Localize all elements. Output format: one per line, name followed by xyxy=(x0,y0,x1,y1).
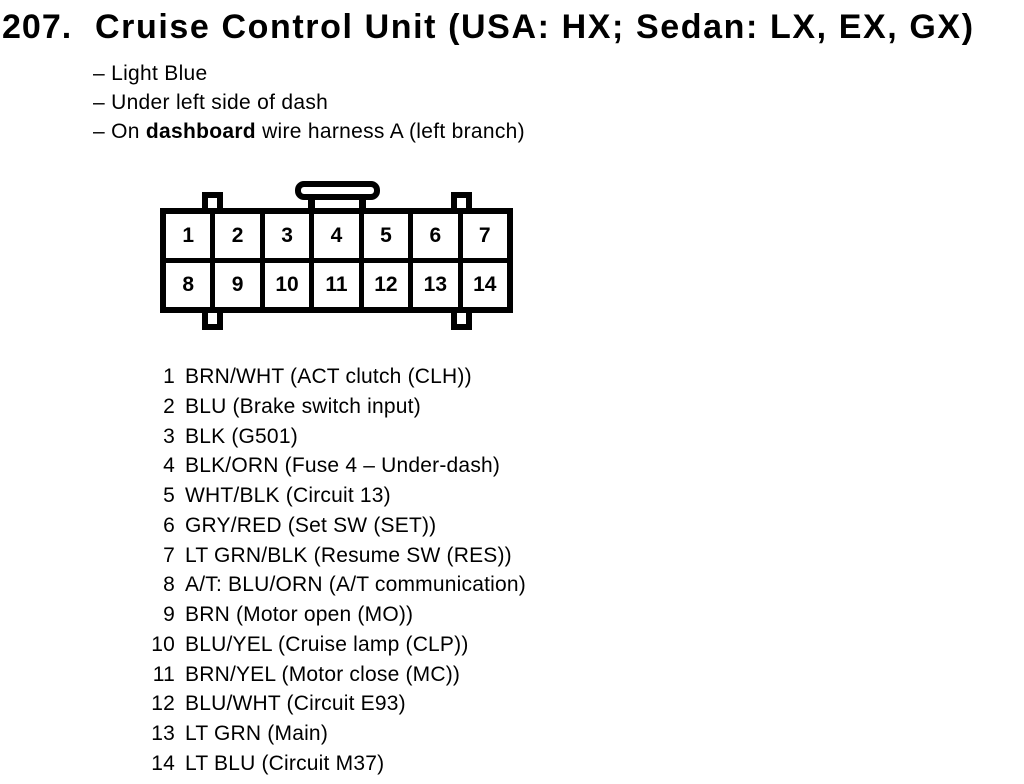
pin-description: BLU/WHT (Circuit E93) xyxy=(185,692,406,716)
pin-cell-13: 13 xyxy=(413,263,457,307)
pin-description: BRN (Motor open (MO)) xyxy=(185,603,414,626)
note-text: – On xyxy=(93,120,146,143)
pin-number: 2 xyxy=(163,394,175,418)
pin-cell-8: 8 xyxy=(166,263,210,307)
pin-cell-5: 5 xyxy=(364,214,408,258)
note-line-harness xyxy=(93,117,525,146)
pin-number: 1 xyxy=(163,365,175,388)
pin-cell-14: 14 xyxy=(463,263,507,307)
pin-row xyxy=(149,451,526,481)
pin-cell-12: 12 xyxy=(364,263,408,307)
pin-number: 6 xyxy=(163,513,175,537)
pin-number: 11 xyxy=(152,662,175,686)
pin-number: 13 xyxy=(151,722,175,745)
pin-number: 14 xyxy=(151,751,175,775)
pin-cell-2: 2 xyxy=(215,214,259,258)
connector-diagram xyxy=(160,175,513,335)
pin-description: BRN/WHT (ACT clutch (CLH)) xyxy=(185,365,472,388)
pin-row xyxy=(149,362,526,392)
pin-list xyxy=(149,362,526,779)
item-number: 207. xyxy=(2,8,73,46)
pin-row xyxy=(149,481,526,511)
pin-cell-1: 1 xyxy=(166,214,210,258)
pin-description: GRY/RED (Set SW (SET)) xyxy=(185,513,437,537)
pin-row xyxy=(149,511,526,541)
pin-row xyxy=(149,689,526,719)
pin-row xyxy=(149,660,526,690)
pin-number: 9 xyxy=(163,603,175,626)
pin-row xyxy=(149,570,526,600)
pin-description: BRN/YEL (Motor close (MC)) xyxy=(185,662,461,686)
pin-row xyxy=(149,749,526,779)
pin-row xyxy=(149,719,526,749)
pin-row xyxy=(149,392,526,422)
pin-cell-3: 3 xyxy=(265,214,309,258)
pin-description: BLK/ORN (Fuse 4 – Under-dash) xyxy=(185,454,501,478)
pin-description: LT GRN/BLK (Resume SW (RES)) xyxy=(185,543,512,567)
pin-row xyxy=(149,630,526,660)
pin-cell-10: 10 xyxy=(265,263,309,307)
pin-number: 12 xyxy=(151,692,175,716)
pin-number: 5 xyxy=(163,484,175,507)
pin-description: WHT/BLK (Circuit 13) xyxy=(185,484,391,507)
page-title: Cruise Control Unit (USA: HX; Sedan: LX, EX, GX) xyxy=(95,8,975,46)
pin-number: 10 xyxy=(151,632,175,656)
note-text-bold: dashboard xyxy=(145,120,256,143)
connector-pin-grid xyxy=(160,208,513,313)
pin-number: 7 xyxy=(163,543,175,567)
note-text: – Under left side of dash xyxy=(93,91,329,114)
note-line-color xyxy=(93,59,525,88)
note-text: wire harness A (left branch) xyxy=(255,120,525,143)
pin-cell-11: 11 xyxy=(314,263,358,307)
pin-description: BLK (G501) xyxy=(185,424,298,448)
pin-description: LT BLU (Circuit M37) xyxy=(185,751,385,775)
note-line-location xyxy=(93,88,525,117)
pin-number: 4 xyxy=(163,454,175,478)
pin-description: A/T: BLU/ORN (A/T communication) xyxy=(185,573,526,597)
pin-row xyxy=(149,422,526,452)
pin-row xyxy=(149,600,526,630)
pin-cell-6: 6 xyxy=(413,214,457,258)
note-text: – Light Blue xyxy=(93,62,208,85)
pin-cell-4: 4 xyxy=(314,214,358,258)
pin-description: BLU (Brake switch input) xyxy=(185,394,421,418)
pin-cell-7: 7 xyxy=(463,214,507,258)
pin-number: 8 xyxy=(163,573,175,597)
pin-number: 3 xyxy=(163,424,175,448)
location-notes xyxy=(93,59,525,146)
pin-row xyxy=(149,541,526,571)
pin-cell-9: 9 xyxy=(215,263,259,307)
pin-description: BLU/YEL (Cruise lamp (CLP)) xyxy=(185,632,469,656)
pin-description: LT GRN (Main) xyxy=(185,722,329,745)
